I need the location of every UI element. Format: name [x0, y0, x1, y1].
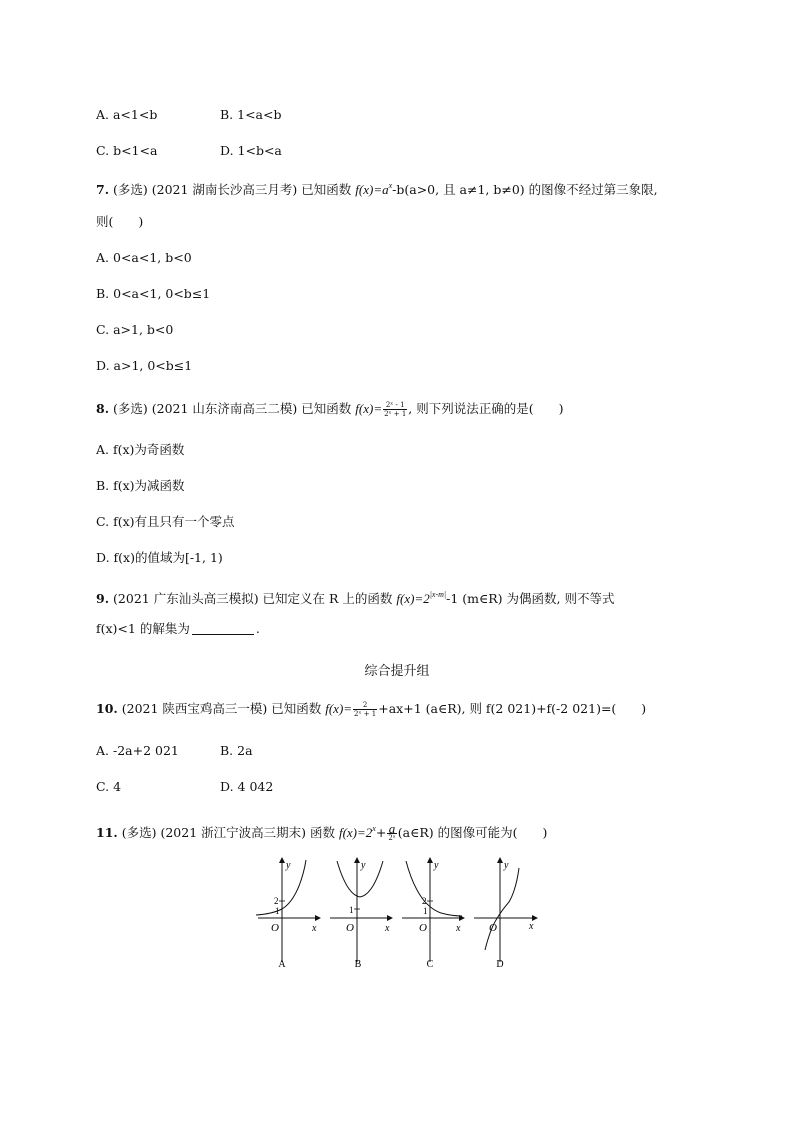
q8-option-c[interactable]: C. f(x)有且只有一个零点: [96, 514, 235, 529]
q8-stem: [96, 401, 564, 418]
q7-stem: [96, 178, 658, 198]
q7-option-a[interactable]: A. 0<a<1, b<0: [96, 250, 192, 265]
q9-period: .: [255, 621, 260, 636]
q11-fraction: [387, 821, 396, 842]
q9-function: f(x)=2: [396, 591, 430, 606]
q8-frac-numerator: 2ˣ - 1: [383, 401, 407, 410]
q10-source: (2021 陕西宝鸡高三一模) 已知函数: [121, 701, 322, 716]
q7-condition: -b(a>0, 且 a≠1, b≠0) 的图像不经过第三象限,: [392, 182, 658, 197]
q10-option-b[interactable]: B. 2a: [220, 743, 253, 758]
q10-option-a[interactable]: A. -2a+2 021: [96, 743, 179, 758]
graph-d-x-label: x: [529, 921, 534, 932]
q9-condition: -1 (m∈R) 为偶函数, 则不等式: [446, 591, 615, 606]
q11-exponent: x: [372, 824, 376, 833]
q9-source: (2021 广东汕头高三模拟) 已知定义在 R 上的函数: [113, 591, 393, 606]
graph-b-label: B: [354, 959, 362, 970]
q11-question: (a∈R) 的图像可能为( ): [397, 825, 548, 840]
q8-frac-denominator: 2ˣ + 1: [384, 410, 407, 418]
q7-exponent: x: [388, 181, 393, 190]
q9-number: 9.: [96, 591, 110, 606]
q9-answer-blank[interactable]: [192, 623, 254, 635]
graph-d-label: D: [496, 959, 504, 970]
q10-option-d[interactable]: D. 4 042: [220, 779, 274, 794]
q11-plus: +: [375, 825, 387, 840]
graph-c[interactable]: [402, 858, 464, 970]
graph-a-x-label: x: [312, 923, 317, 934]
q6-option-d[interactable]: D. 1<b<a: [220, 143, 282, 158]
q11-source: (多选) (2021 浙江宁波高三期末) 函数: [121, 825, 335, 840]
graph-a-origin: O: [271, 922, 279, 934]
q9-inequality: f(x)<1 的解集为: [96, 621, 190, 636]
q7-source: (多选) (2021 湖南长沙高三月考) 已知函数: [113, 182, 352, 197]
q8-number: 8.: [96, 401, 110, 416]
q7-option-b[interactable]: B. 0<a<1, 0<b≤1: [96, 286, 211, 301]
q8-question: , 则下列说法正确的是( ): [408, 401, 564, 416]
graph-d-y-label: y: [504, 860, 509, 871]
q8-source: (多选) (2021 山东济南高三二模) 已知函数: [113, 401, 352, 416]
graph-c-label: C: [426, 959, 434, 970]
q10-frac-numerator: 2: [353, 701, 377, 710]
q7-number: 7.: [96, 182, 110, 197]
graph-b-tick-1: 1: [349, 905, 354, 915]
graph-a-label: A: [278, 959, 286, 970]
q7-option-d[interactable]: D. a>1, 0<b≤1: [96, 358, 193, 373]
q10-frac-denominator: 2ˣ + 1: [354, 710, 377, 718]
graph-c-x-label: x: [456, 923, 461, 934]
q8-option-a[interactable]: A. f(x)为奇函数: [96, 442, 185, 457]
graph-c-tick-2: 2: [422, 896, 427, 906]
q11-graph-figure: [0, 850, 794, 975]
graph-b-origin: O: [346, 922, 354, 934]
q7-function: f(x)=a: [355, 182, 389, 197]
q10-options-row2: [96, 779, 274, 795]
q11-function: f(x)=2: [338, 825, 373, 840]
graph-d[interactable]: [474, 858, 537, 970]
graph-b[interactable]: [330, 858, 392, 970]
q8-option-d[interactable]: D. f(x)的值域为[-1, 1): [96, 550, 223, 565]
graph-a-tick-2: 2: [274, 896, 279, 906]
q10-function: f(x)=: [325, 701, 353, 716]
graph-c-tick-1: 1: [423, 906, 428, 916]
section-title: 综合提升组: [364, 664, 430, 679]
q11-frac-numerator: a: [388, 821, 396, 836]
q6-option-c[interactable]: C. b<1<a: [96, 143, 158, 158]
graph-b-x-label: x: [385, 923, 390, 934]
q10-fraction: [353, 701, 377, 718]
q9-stem: [96, 587, 614, 607]
graph-b-y-label: y: [361, 860, 366, 871]
graph-c-origin: O: [419, 922, 427, 934]
q11-frac-denominator: 2ˣ: [388, 834, 396, 842]
graph-a-tick-1: 1: [275, 906, 280, 916]
q10-options-row1: [96, 743, 253, 759]
q11-number: 11.: [96, 825, 118, 840]
graph-a-y-label: y: [286, 860, 291, 871]
graph-c-y-label: y: [434, 860, 439, 871]
graph-a[interactable]: [256, 858, 320, 970]
q8-option-b[interactable]: B. f(x)为减函数: [96, 478, 185, 493]
q11-stem: [96, 821, 547, 842]
q10-stem: [96, 701, 646, 718]
q10-question: +ax+1 (a∈R), 则 f(2 021)+f(-2 021)=( ): [378, 701, 647, 716]
q7-stem-line2: 则( ): [96, 214, 144, 229]
q9-stem-line2: [96, 621, 260, 637]
q10-number: 10.: [96, 701, 118, 716]
graph-d-origin: O: [489, 922, 497, 934]
q6-option-a[interactable]: A. a<1<b: [96, 107, 158, 122]
q8-fraction: [383, 401, 407, 418]
q9-exponent: |x-m|: [429, 590, 447, 599]
q7-option-c[interactable]: C. a>1, b<0: [96, 322, 174, 337]
q10-option-c[interactable]: C. 4: [96, 779, 122, 794]
q8-function: f(x)=: [355, 401, 383, 416]
q6-option-b[interactable]: B. 1<a<b: [220, 107, 282, 122]
q6-options-row1: [96, 107, 282, 123]
q6-options-row2: [96, 143, 282, 159]
